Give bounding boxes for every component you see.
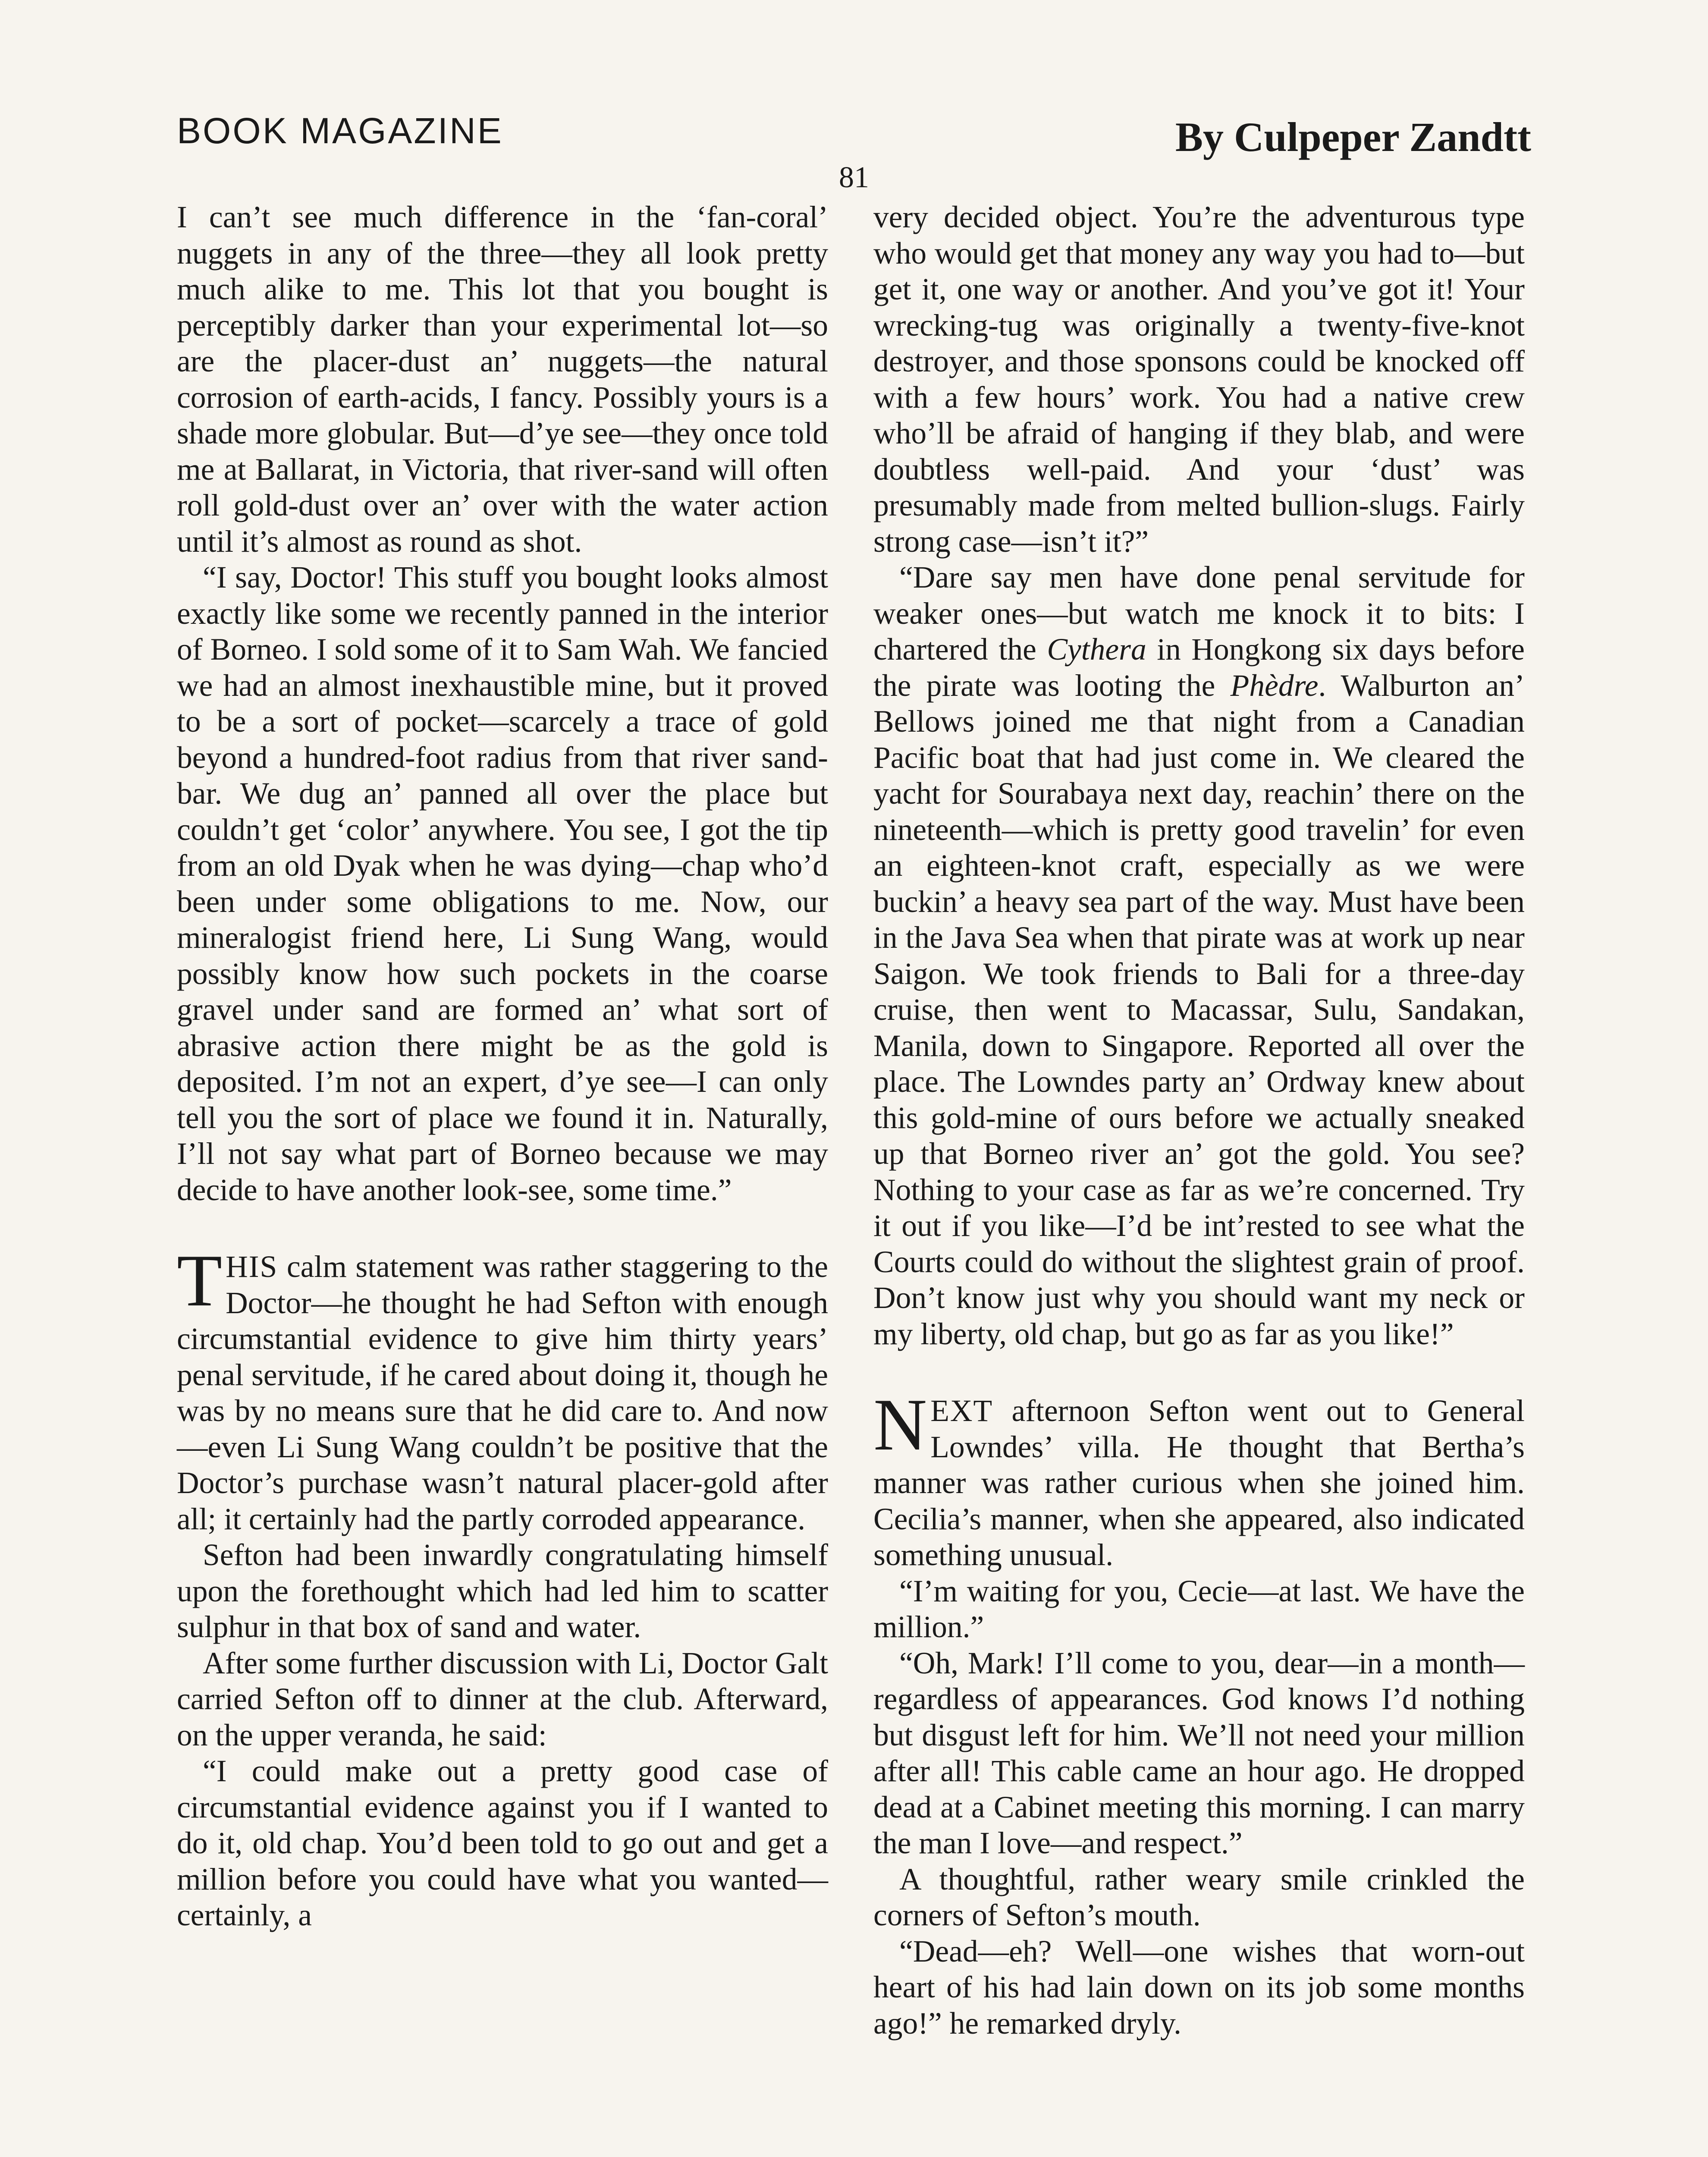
author-byline: By Culpeper Zandtt [1175, 114, 1531, 160]
left-column [177, 199, 828, 1934]
ship-name: Cythera [1047, 632, 1146, 667]
drop-cap: T [177, 1240, 223, 1322]
paragraph: “I say, Doctor! This stuff you bought looks almost exactly like some we recently panned in the interior of Borneo. I sold some of it to Sam Wah. We fancied we had an almost inexhaustible mine, but it proved to be a sort of pocket—scarcely a trace of gold beyond a hundred-foot radius from that river sand-bar. We dug an’ panned all over the place but couldn’t get ‘color’ anywhere. You see, I got the tip from an old Dyak when he was dying—chap who’d been under some obligations to me. Now, our mineralogist friend here, Li Sung Wang, would possibly know how such pockets in the coarse gravel under sand are formed an’ what sort of abrasive action there might be as the gold is deposited. I’m not an expert, d’ye see—I can only tell you the sort of place we found it in. Naturally, I’ll not say what part of Borneo because we may decide to have another look-see, some time.” [177, 560, 828, 1207]
paragraph: very decided object. You’re the adventurous type who would get that money any way you had to—but get it, one way or another. And you’ve got it! Your wrecking-tug was originally a twenty-five-knot destroyer, and those sponsons could be knocked off with a few hours’ work. You had a native crew who’ll be afraid of hanging if they blab, and were doubtless well-paid. And your ‘dust’ was presumably made from melted bullion-slugs. Fairly strong case—isn’t it?” [873, 200, 1525, 559]
paragraph: “Oh, Mark! I’ll come to you, dear—in a month—regardless of appearances. God knows I’d nothing but disgust left for him. We’ll not need your million after all! This cable came an hour ago. He dropped dead at a Cabinet meeting this morning. I can marry the man I love—and respect.” [873, 1646, 1525, 1860]
paragraph: Sefton had been inwardly congratulating himself upon the forethought which had led him to scatter sulphur in that box of sand and water. [177, 1538, 828, 1644]
drop-cap: N [873, 1384, 927, 1466]
right-column [873, 199, 1525, 2041]
paragraph [873, 560, 1525, 1352]
paragraph: I can’t see much difference in the ‘fan-coral’ nuggets in any of the three—they all look pretty much alike to me. This lot that you bought is perceptibly darker than your experimental lot—so are the placer-dust an’ nuggets—the natural corrosion of earth-acids, I fancy. Possibly yours is a shade more globular. But—d’ye see—they once told me at Ballarat, in Victoria, that river-sand will often roll gold-dust over an’ over with the water action until it’s almost as round as shot. [177, 200, 828, 559]
paragraph: “I could make out a pretty good case of circumstantial evidence against you if I wanted to do it, old chap. You’d been told to go out and get a million before you could have what you wanted—certainly, a [177, 1754, 828, 1932]
paragraph: A thoughtful, rather weary smile crinkled the corners of Sefton’s mouth. [873, 1862, 1525, 1932]
small-caps-lead: EXT [930, 1394, 993, 1428]
magazine-title: BOOK MAGAZINE [177, 110, 503, 151]
paragraph-text: afternoon Sefton went out to General Lowndes’ villa. He thought that Bertha’s manner was rather curious when she joined him. Cecilia’s manner, when she appeared, also indicated something unusual. [873, 1394, 1525, 1572]
small-caps-lead: HIS [226, 1250, 278, 1284]
ship-name: Phèdre [1230, 668, 1319, 703]
paragraph-text: “Dare say men have done penal servitude for weaker ones—but watch me knock it to bits: I chartered the [873, 560, 1525, 667]
paragraph: “Dead—eh? Well—one wishes that worn-out heart of his had lain down on its job some months ago!” he remarked dryly. [873, 1934, 1525, 2041]
paragraph-text: . Walburton an’ Bellows joined me that night from a Canadian Pacific boat that had just come in. We cleared the yacht for Sourabaya next day, reachin’ there on the nineteenth—which is pretty good travelin’ for even an eighteen-knot craft, especially as we were buckin’ a heavy sea part of the way. Must have been in the Java Sea when that pirate was at work up near Saigon. We took friends to Bali for a three-day cruise, then went to Macassar, Sulu, Sandakan, Manila, down to Singapore. Reported all over the place. The Lowndes party an’ Ordway knew about this gold-mine of ours before we actually sneaked up that Borneo river an’ got the gold. You see? Nothing to your case as far as we’re concerned. Try it out if you like—I’d be int’rested to see what the Courts could do without the slightest grain of proof. Don’t know just why you should want my neck or my liberty, old chap, but go as far as you like!” [873, 668, 1525, 1351]
paragraph-text: calm statement was rather staggering to the Doctor—he thought he had Sefton with enough circumstantial evidence to give him thirty years’ penal servitude, if he cared about doing it, though he was by no means sure that he did care to. And now—even Li Sung Wang couldn’t be positive that the Doctor’s purchase wasn’t natural placer-gold after all; it certainly had the partly corroded appearance. [177, 1250, 828, 1536]
paragraph-dropcap [177, 1240, 828, 1537]
page-number: 81 [839, 161, 869, 194]
paragraph: After some further discussion with Li, Doctor Galt carried Sefton off to dinner at the club. Afterward, on the upper veranda, he said: [177, 1646, 828, 1752]
paragraph-dropcap [873, 1384, 1525, 1573]
paragraph-text: in Hongkong six days before the pirate was looting the [873, 632, 1525, 703]
paragraph: “I’m waiting for you, Cecie—at last. We have the million.” [873, 1574, 1525, 1644]
